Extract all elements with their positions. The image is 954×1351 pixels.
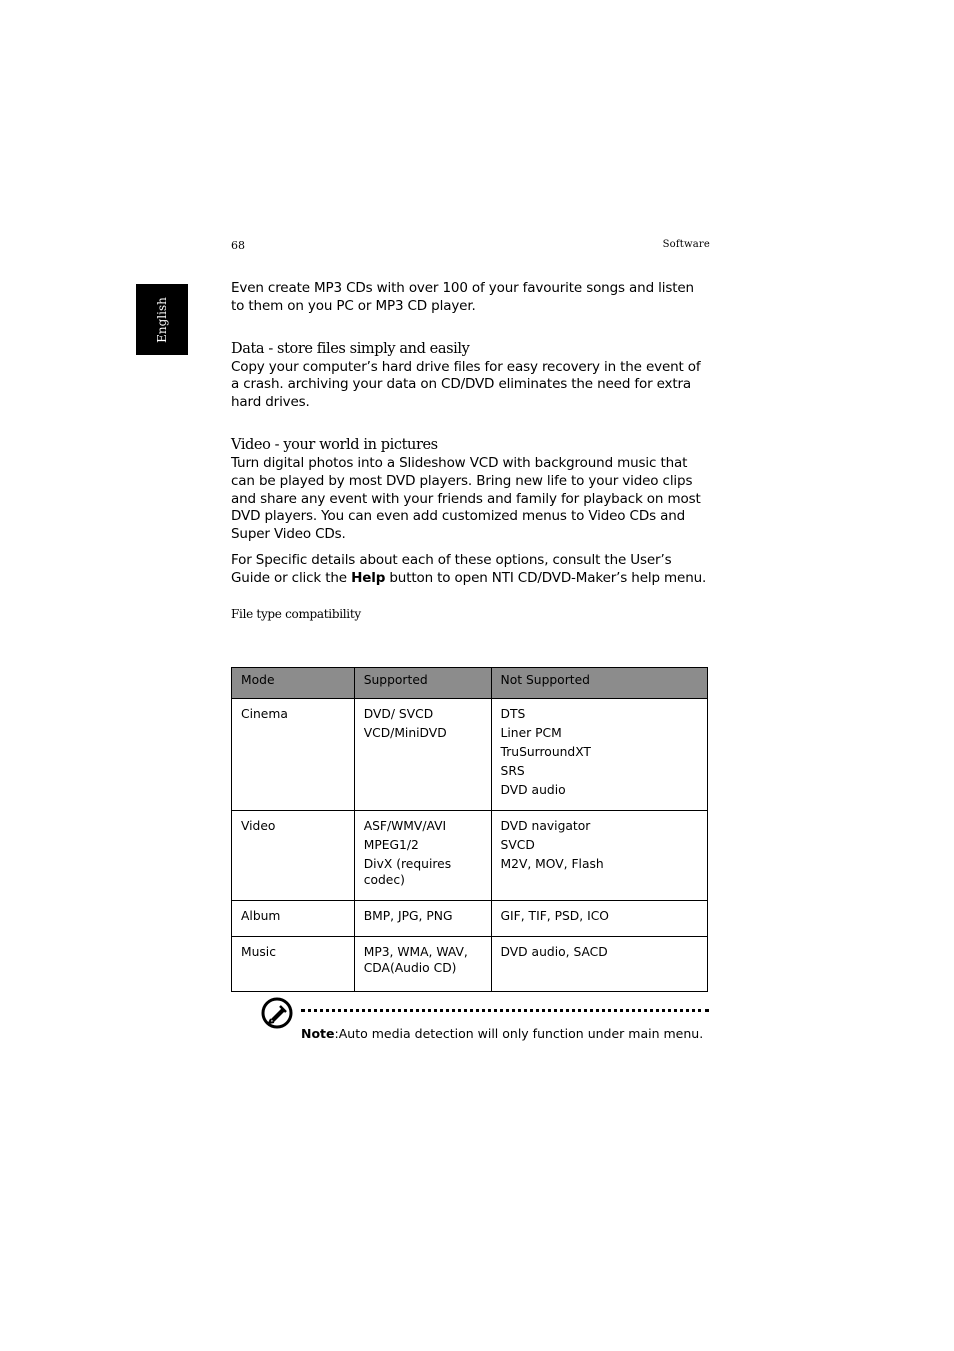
- video-section-paragraph: Turn digital photos into a Slideshow VCD with background music that can be played by most DVD players. Bring new life to your video clips and share any event with your friends and family for playback on most DVD players. You can even add customized menus to Video CDs and Super Video CDs.: [231, 454, 701, 543]
- mode-cell: [232, 811, 355, 901]
- running-head: Software: [662, 239, 710, 250]
- table-row: [232, 811, 708, 901]
- not-supported-cell: [491, 811, 707, 901]
- data-section-paragraph: Copy your computer’s hard drive files for easy recovery in the event of a crash. archiving your data on CD/DVD eliminates the need for extra hard drives.: [231, 358, 701, 411]
- table-row: [232, 937, 708, 992]
- cell-text: Cinema: [241, 707, 288, 721]
- intro-paragraph: Even create MP3 CDs with over 100 of your favourite songs and listen to them on you PC or MP3 CD player.: [231, 280, 694, 314]
- help-label: Help: [351, 569, 386, 586]
- header-supported: Supported: [354, 668, 491, 699]
- cell-text: DVD/ SVCD: [363, 707, 434, 721]
- cell-text: BMP, JPG, PNG: [363, 909, 453, 923]
- mode-cell: [232, 901, 355, 937]
- not-supported-cell: [491, 699, 707, 811]
- data-section-heading: Data - store files simply and easily: [231, 340, 470, 357]
- note-divider: [301, 1009, 709, 1012]
- not-supported-cell: [491, 901, 707, 937]
- mode-cell: [232, 699, 355, 811]
- table-header-row: [232, 668, 708, 699]
- header-not-supported: Not Supported: [491, 668, 707, 699]
- table-caption: File type compatibility: [231, 606, 361, 621]
- cell-text: ASF/WMV/AVI: [363, 819, 447, 833]
- note-text: [301, 1026, 703, 1041]
- cell-text: DVD audio, SACD: [500, 945, 608, 959]
- video-section-heading: Video - your world in pictures: [231, 436, 438, 453]
- details-text-before: For Specific details about each of these options, consult the User’s Guide or click the: [231, 551, 672, 586]
- language-tab-label: English: [155, 296, 169, 343]
- main-content: [231, 280, 709, 621]
- cell-text: DVD audio: [500, 783, 566, 797]
- table-row: [232, 699, 708, 811]
- cell-text: Album: [241, 909, 281, 923]
- cell-text: TruSurroundXT: [500, 745, 591, 759]
- cell-text: Music: [241, 945, 276, 959]
- cell-text: Video: [241, 819, 276, 833]
- cell-text: GIF, TIF, PSD, ICO: [500, 909, 609, 923]
- not-supported-cell: [491, 937, 707, 992]
- supported-cell: [354, 811, 491, 901]
- cell-text: MP3, WMA, WAV, CDA(Audio CD): [363, 945, 468, 975]
- supported-cell: [354, 937, 491, 992]
- cell-text: DTS: [500, 707, 526, 721]
- cell-text: SVCD: [500, 838, 535, 852]
- cell-text: SRS: [500, 764, 525, 778]
- cell-text: DVD navigator: [500, 819, 591, 833]
- cell-text: MPEG1/2: [363, 838, 419, 852]
- language-tab: [136, 284, 188, 355]
- table-row: [232, 901, 708, 937]
- cell-text: M2V, MOV, Flash: [500, 857, 604, 871]
- cell-text: Liner PCM: [500, 726, 562, 740]
- mode-cell: [232, 937, 355, 992]
- note-pen-icon: [260, 996, 294, 1030]
- note-body: :Auto media detection will only function under main menu.: [334, 1026, 704, 1041]
- supported-cell: [354, 699, 491, 811]
- cell-text: VCD/MiniDVD: [363, 726, 447, 740]
- details-text-after: button to open NTI CD/DVD-Maker’s help menu.: [385, 569, 707, 586]
- page-number: 68: [231, 239, 245, 252]
- supported-cell: [354, 901, 491, 937]
- note-label: Note: [301, 1026, 335, 1041]
- details-paragraph: [231, 552, 709, 588]
- header-mode: Mode: [232, 668, 355, 699]
- cell-text: DivX (requires codec): [363, 857, 452, 887]
- file-type-table: [231, 667, 708, 992]
